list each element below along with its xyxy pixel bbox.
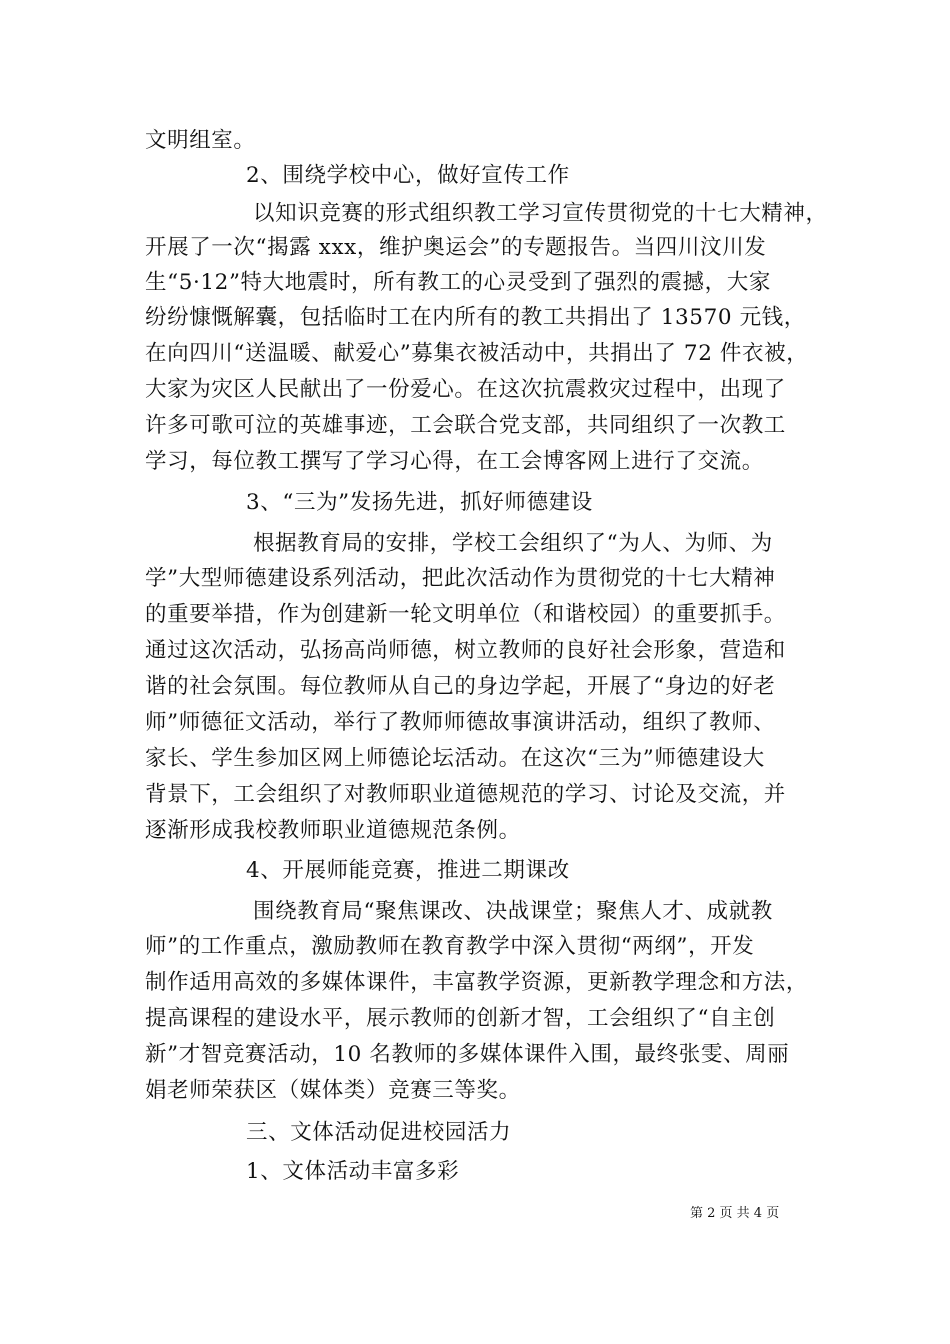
text-line: 围绕教育局“聚焦课改、决战课堂；聚焦人才、成就教 (253, 899, 773, 924)
text-line: 背景下，工会组织了对教师职业道德规范的学习、讨论及交流，并 (145, 782, 786, 807)
text-line: 在向四川“送温暖、献爱心”募集衣被活动中，共捐出了 72 件衣被， (145, 341, 809, 366)
text-line: 师”的工作重点，激励教师在教育教学中深入贯彻“两纲”，开发 (145, 934, 755, 959)
text-line: 娟老师荣获区（媒体类）竞赛三等奖。 (145, 1078, 521, 1103)
text-line: 根据教育局的安排，学校工会组织了“为人、为师、为 (253, 531, 773, 556)
text-line: 通过这次活动，弘扬高尚师德，树立教师的良好社会形象，营造和 (145, 638, 786, 663)
text-line: 制作适用高效的多媒体课件，丰富教学资源，更新教学理念和方法， (145, 970, 809, 995)
text-line: 谐的社会氛围。每位教师从自己的身边学起，开展了“身边的好老 (145, 674, 776, 699)
text-line: 师”师德征文活动，举行了教师师德故事演讲活动，组织了教师、 (145, 710, 776, 735)
text-line: 家长、学生参加区网上师德论坛活动。在这次“三为”师德建设大 (145, 746, 765, 771)
text-line: 以知识竞赛的形式组织教工学习宣传贯彻党的十七大精神， (253, 201, 828, 226)
section-heading: 4、开展师能竞赛，推进二期课改 (246, 858, 570, 883)
text-line: 逐渐形成我校教师职业道德规范条例。 (145, 818, 521, 843)
section-heading: 三、文体活动促进校园活力 (246, 1120, 512, 1145)
text-line: 生“5·12”特大地震时，所有教工的心灵受到了强烈的震撼，大家 (145, 270, 771, 295)
text-line: 新”才智竞赛活动，10 名教师的多媒体课件入围，最终张雯、周丽 (145, 1042, 790, 1067)
section-heading: 2、围绕学校中心，做好宣传工作 (246, 163, 570, 188)
text-line: 开展了一次“揭露 xxx，维护奥运会”的专题报告。当四川汶川发 (145, 235, 767, 260)
text-line: 学”大型师德建设系列活动，把此次活动作为贯彻党的十七大精神 (145, 566, 776, 591)
section-heading: 1、文体活动丰富多彩 (246, 1159, 460, 1184)
page-number: 第 2 页 共 4 页 (690, 1206, 780, 1221)
text-line: 纷纷慷慨解囊，包括临时工在内所有的教工共捐出了 13570 元钱， (145, 305, 806, 330)
text-line: 文明组室。 (145, 128, 256, 153)
text-line: 的重要举措，作为创建新一轮文明单位（和谐校园）的重要抓手。 (145, 602, 786, 627)
section-heading: 3、“三为”发扬先进，抓好师德建设 (246, 490, 593, 515)
text-line: 大家为灾区人民献出了一份爱心。在这次抗震救灾过程中，出现了 (145, 377, 786, 402)
text-line: 学习，每位教工撰写了学习心得，在工会博客网上进行了交流。 (145, 449, 764, 474)
text-line: 许多可歌可泣的英雄事迹，工会联合党支部，共同组织了一次教工 (145, 413, 786, 438)
text-line: 提高课程的建设水平，展示教师的创新才智，工会组织了“自主创 (145, 1006, 776, 1031)
